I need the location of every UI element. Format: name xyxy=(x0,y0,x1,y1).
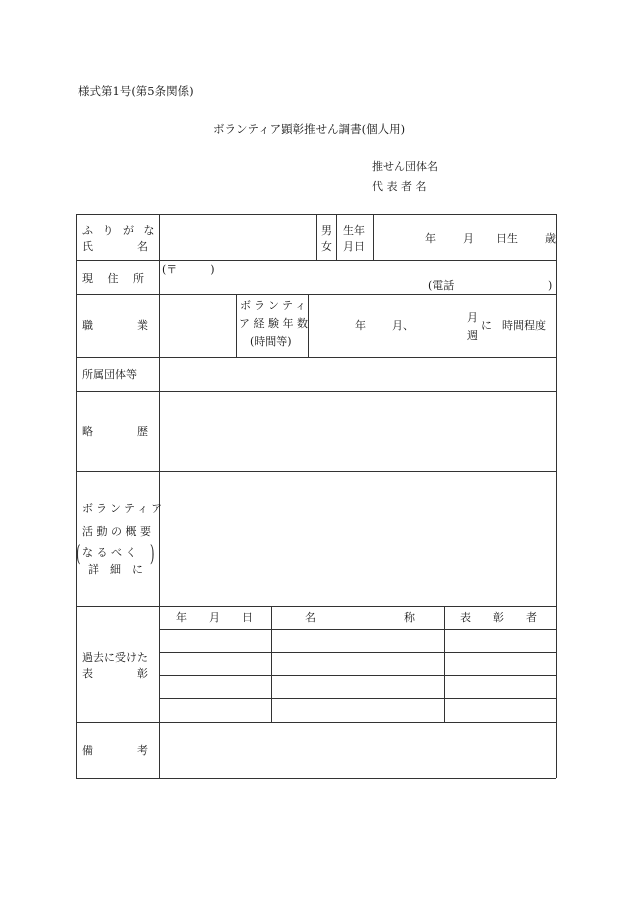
phone-label: (電話 xyxy=(428,279,455,292)
sex-female: 女 xyxy=(321,240,332,253)
per-week: 週 xyxy=(467,329,478,342)
recommending-org-label: 推せん団体名 xyxy=(372,160,438,173)
experience-years: 年 xyxy=(355,319,366,332)
occupation-field[interactable] xyxy=(161,296,235,356)
experience-months: 月、 xyxy=(392,319,414,332)
representative-label: 代 表 者 名 xyxy=(372,180,427,193)
age-suffix: 歳 xyxy=(545,232,556,245)
per-ni: に xyxy=(481,319,492,332)
dob-month: 月 xyxy=(463,232,474,245)
name-label: 氏 名 xyxy=(82,240,148,253)
dob-label-bottom: 月日 xyxy=(343,240,365,253)
occupation-label: 職 業 xyxy=(82,319,148,332)
activity-label-1: ボランティア xyxy=(82,502,166,515)
per-month: 月 xyxy=(467,311,478,324)
phone-close: ) xyxy=(548,279,553,292)
name-field[interactable] xyxy=(161,216,315,259)
activity-field[interactable] xyxy=(161,473,555,605)
dob-label-top: 生年 xyxy=(343,224,365,237)
affiliation-label: 所属団体等 xyxy=(82,368,137,381)
activity-note-2: 詳 細 に xyxy=(88,563,143,576)
affiliation-field[interactable] xyxy=(161,359,555,390)
form-number: 様式第1号(第5条関係) xyxy=(78,84,194,98)
volunteer-experience-label-3: (時間等) xyxy=(250,335,292,348)
page-title: ボランティア顕彰推せん調書(個人用) xyxy=(213,122,406,136)
furigana-label: ふ り が な xyxy=(82,224,158,237)
volunteer-experience-label-2: ア 経 験 年 数 xyxy=(239,317,308,330)
activity-note-1: な る べ く xyxy=(82,546,137,559)
history-field[interactable] xyxy=(161,393,555,470)
awards-col-date: 年 月 日 xyxy=(176,611,253,624)
note-bracket-right: ) xyxy=(149,542,155,567)
volunteer-experience-label-1: ボランティ xyxy=(240,299,310,312)
activity-label-2: 活 動 の 概 要 xyxy=(82,525,151,538)
awards-label-2: 表 彰 xyxy=(82,667,148,680)
awards-col-name: 名 称 xyxy=(305,611,415,624)
awards-col-awarder: 表 彰 者 xyxy=(460,611,537,624)
remarks-field[interactable] xyxy=(161,724,555,777)
history-label: 略 歴 xyxy=(82,425,148,438)
dob-day-birth: 日生 xyxy=(496,232,518,245)
address-field[interactable] xyxy=(161,262,555,293)
address-label: 現 住 所 xyxy=(82,272,144,285)
awards-label-1: 過去に受けた xyxy=(82,651,148,664)
dob-year: 年 xyxy=(425,232,436,245)
sex-male: 男 xyxy=(321,224,332,237)
remarks-label: 備 考 xyxy=(82,744,148,757)
awards-entries[interactable] xyxy=(161,631,555,721)
hours-suffix: 時間程度 xyxy=(502,319,546,332)
postal-code: (〒 ) xyxy=(162,263,215,276)
note-bracket-left: ( xyxy=(75,542,81,567)
